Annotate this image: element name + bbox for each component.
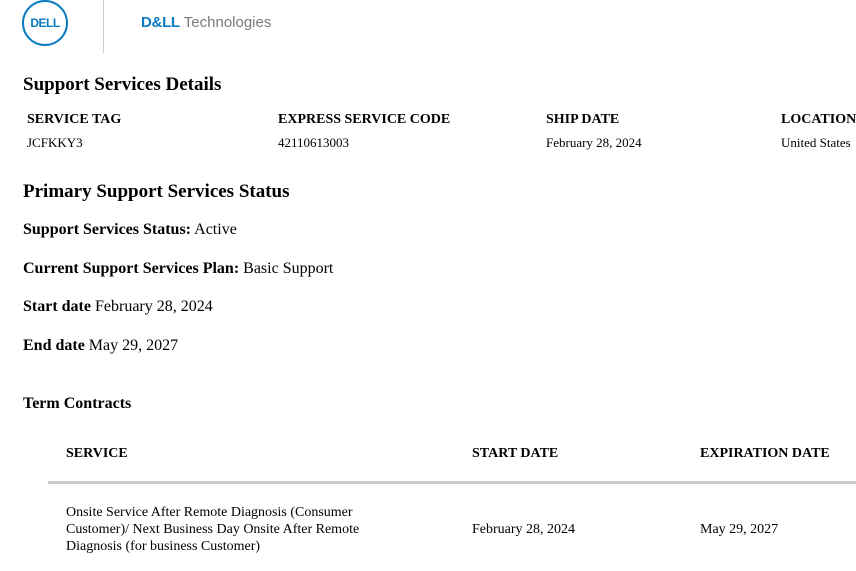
support-status-value: Active <box>194 221 237 238</box>
dell-wordmark: D&LL <box>141 14 180 31</box>
support-status-label: Support Services Status: <box>23 221 192 238</box>
support-plan-label: Current Support Services Plan: <box>23 260 240 277</box>
support-plan-value: Basic Support <box>243 260 334 277</box>
support-plan-line <box>23 260 333 278</box>
column-header-service: SERVICE <box>66 446 128 461</box>
primary-status-title: Primary Support Services Status <box>23 181 290 202</box>
support-details-title: Support Services Details <box>23 74 222 95</box>
end-date-line <box>23 337 178 355</box>
table-header-divider <box>48 481 856 484</box>
end-date-value: May 29, 2027 <box>88 337 179 354</box>
header-divider <box>103 0 104 53</box>
contract-start-cell: February 28, 2024 <box>472 522 576 537</box>
location-label: LOCATION <box>781 112 856 127</box>
ship-date-value: February 28, 2024 <box>546 135 642 150</box>
column-header-expiration-date: EXPIRATION DATE <box>700 446 830 461</box>
ship-date-label: SHIP DATE <box>546 112 620 127</box>
dell-technologies-logo[interactable] <box>141 14 271 31</box>
dell-logo[interactable]: DELL <box>22 0 68 46</box>
express-service-code-label: EXPRESS SERVICE CODE <box>278 112 451 127</box>
support-status-line <box>23 221 237 239</box>
page-header <box>0 0 856 56</box>
contract-expiration-cell: May 29, 2027 <box>700 522 779 537</box>
column-header-start-date: START DATE <box>472 446 559 461</box>
start-date-line <box>23 298 213 316</box>
end-date-label: End date <box>23 337 85 354</box>
location-value: United States <box>781 135 851 150</box>
service-tag-label: SERVICE TAG <box>27 112 122 127</box>
start-date-value: February 28, 2024 <box>94 298 213 315</box>
term-contracts-title: Term Contracts <box>23 395 132 412</box>
start-date-label: Start date <box>23 298 91 315</box>
service-tag-value: JCFKKY3 <box>27 135 83 150</box>
contract-service-cell: Onsite Service After Remote Diagnosis (Consumer Customer)/ Next Business Day Onsite After Remote Diagnosis (for business Customer) <box>66 505 360 554</box>
technologies-wordmark: Technologies <box>183 14 272 31</box>
express-service-code-value: 42110613003 <box>278 135 350 150</box>
